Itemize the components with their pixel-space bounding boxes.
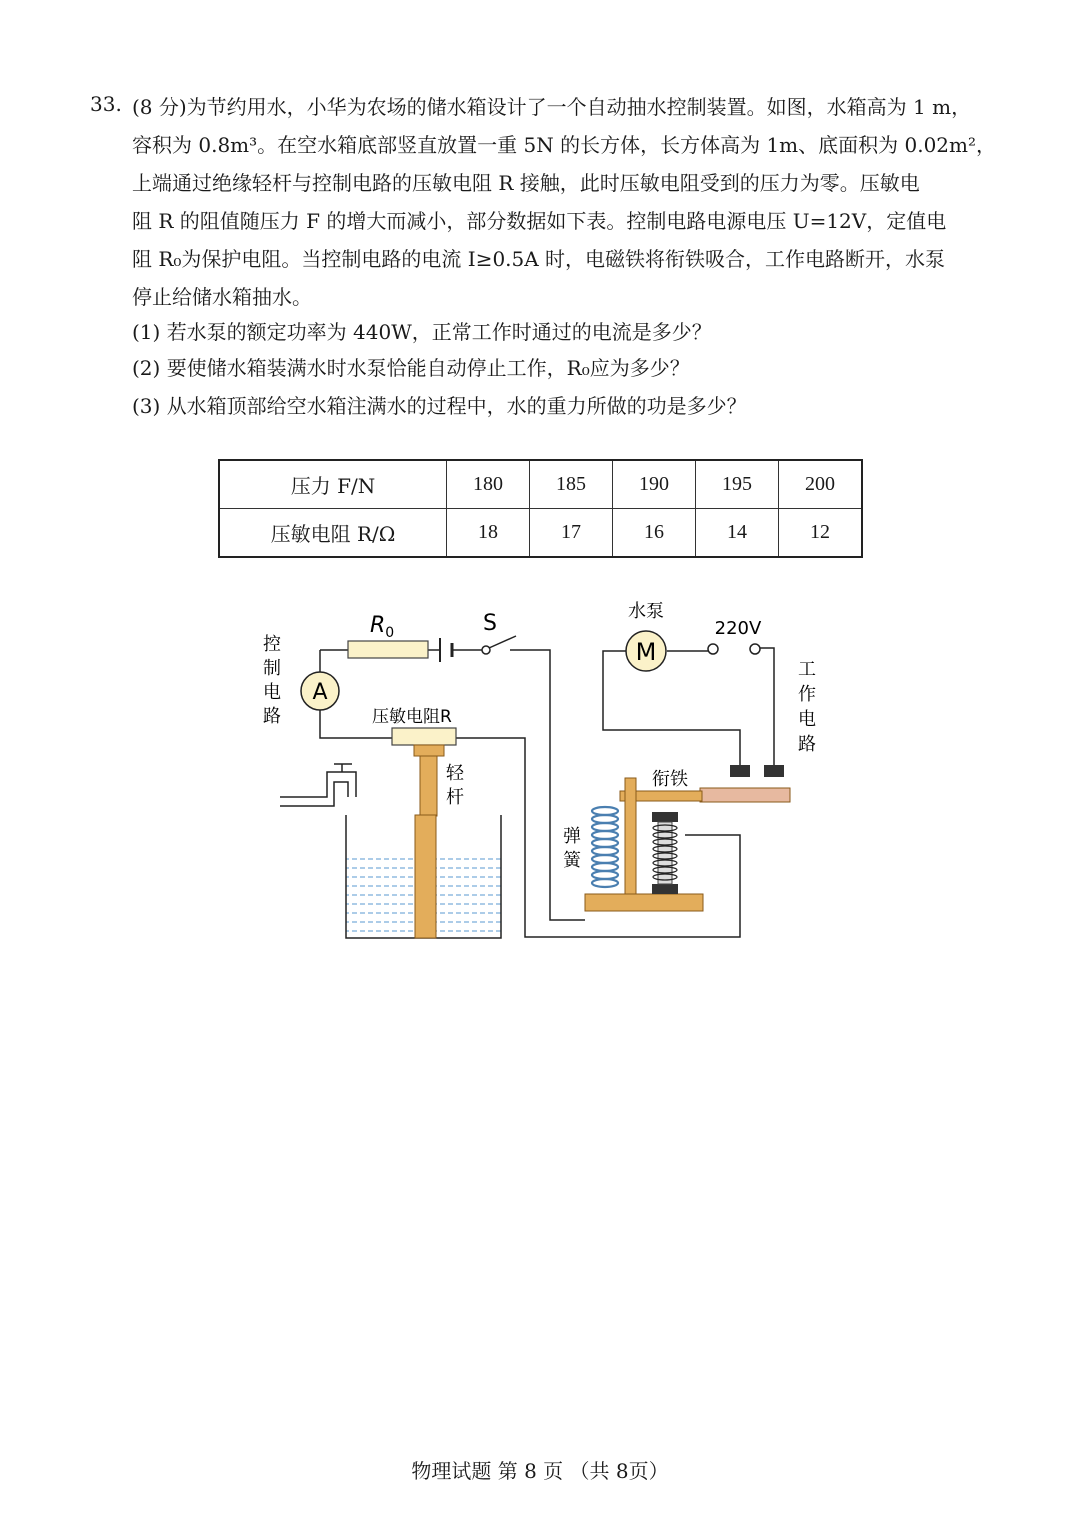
working-circuit-wires [603,648,774,765]
sub-question-1: (1) 若水泵的额定功率为 440W，正常工作时通过的电流是多少？ [132,320,712,344]
working-circuit-label [798,659,816,755]
control-circuit-label [263,634,281,727]
terminal-icon [750,644,760,654]
label-char: 路 [798,734,816,755]
light-rod [420,756,437,816]
switch-label: S [483,611,497,636]
question-number: 33. [90,92,122,116]
label-char: 工 [798,659,816,680]
table-cell: 17 [530,509,613,558]
table-cell: 200 [779,460,863,509]
label-char: 控 [263,634,281,655]
pressure-sensor [392,728,456,745]
armature-label: 衔铁 [652,769,688,790]
label-char: 作 [798,684,816,705]
ammeter-label: A [312,680,328,705]
sub-question-3: (3) 从水箱顶部给空水箱注满水的过程中，水的重力所做的功是多少？ [132,394,747,418]
spring-icon [592,807,618,887]
electromagnet-icon [652,812,678,894]
spring-label [563,826,582,871]
faucet-icon [280,764,356,806]
cuboid-block [415,815,436,938]
page-footer: 物理试题 第 8 页 （共 8页） [411,1459,669,1483]
table-cell: 195 [696,460,779,509]
r0-label: $R_0$ [370,613,395,641]
stem-line: 停止给储水箱抽水。 [132,285,312,309]
voltage-label: 220V [714,618,762,639]
table-cell: 185 [530,460,613,509]
label-char: 路 [263,706,281,727]
table-cell: 14 [696,509,779,558]
label-char: 制 [263,658,281,679]
contact-icon [730,765,784,777]
label-char: 轻 [446,763,464,784]
label-char: 弹 [563,826,581,847]
label-char: 电 [798,709,816,730]
sub-question-2: (2) 要使储水箱装满水时水泵恰能自动停止工作，R₀应为多少？ [132,356,690,380]
table-cell: 16 [613,509,696,558]
label-char: 簧 [563,850,581,871]
motor-label: M [635,638,657,666]
rod-label [446,763,465,808]
stem-line: 阻 R₀为保护电阻。当控制电路的电流 I≥0.5A 时，电磁铁将衔铁吸合，工作电路断开，水泵 [132,247,946,271]
stem-line: (8 分)为节约用水，小华为农场的储水箱设计了一个自动抽水控制装置。如图，水箱高为 1 m， [132,95,972,119]
table-row-header: 压敏电阻 R/Ω [219,509,447,558]
armature-tip [700,788,790,802]
table-row-header: 压力 F/N [219,460,447,509]
pivot-post [625,778,636,894]
table-cell: 18 [447,509,530,558]
table-cell: 190 [613,460,696,509]
table-cell: 12 [779,509,863,558]
sensor-label: 压敏电阻R [372,707,452,727]
switch-icon [482,636,516,654]
terminal-icon [708,644,718,654]
table-cell: 180 [447,460,530,509]
r0-resistor [348,641,428,658]
label-char: 杆 [446,787,464,808]
stem-line: 容积为 0.8m³。在空水箱底部竖直放置一重 5N 的长方体，长方体高为 1m、底面积为 0.02m²， [132,133,997,157]
rod-cap [414,745,444,756]
pump-label: 水泵 [628,601,664,622]
stem-line: 阻 R 的阻值随压力 F 的增大而减小，部分数据如下表。控制电路电源电压 U=12V，定值电 [132,209,947,233]
relay-base [585,894,703,911]
label-char: 电 [263,682,281,703]
stem-line: 上端通过绝缘轻杆与控制电路的压敏电阻 R 接触，此时压敏电阻受到的压力为零。压敏电 [132,171,920,195]
battery-icon [440,638,460,662]
